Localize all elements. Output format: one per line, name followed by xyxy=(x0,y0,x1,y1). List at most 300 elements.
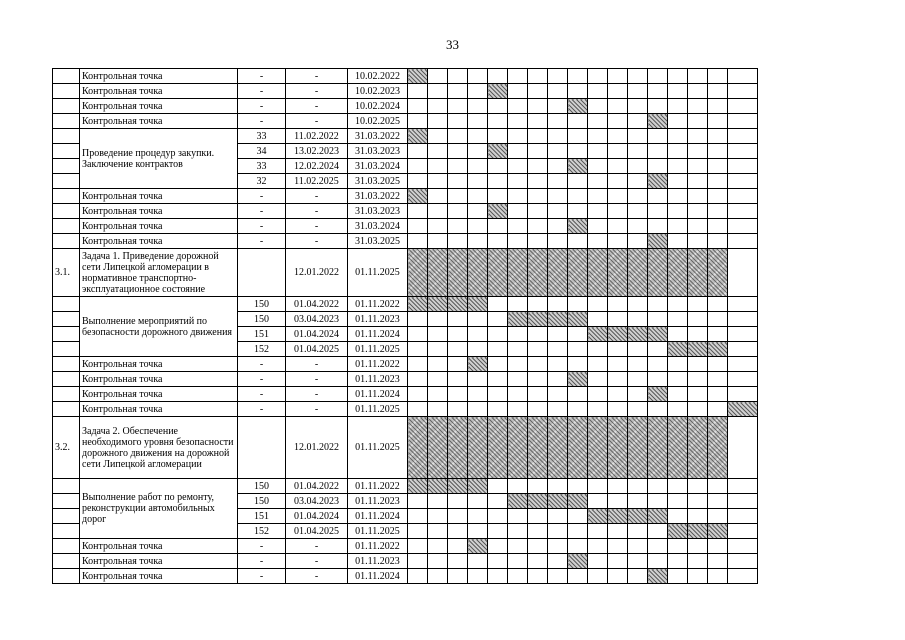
gantt-cell xyxy=(628,204,648,219)
gantt-cell xyxy=(568,69,588,84)
gantt-cell xyxy=(588,402,608,417)
end-date: 01.11.2023 xyxy=(348,554,408,569)
gantt-cell xyxy=(608,204,628,219)
gantt-cell xyxy=(528,569,548,584)
gantt-cell-filled xyxy=(428,479,448,494)
gantt-cell xyxy=(488,159,508,174)
activity-name: Контрольная точка xyxy=(80,99,238,114)
gantt-cell xyxy=(728,372,758,387)
gantt-cell xyxy=(708,357,728,372)
gantt-cell-filled xyxy=(488,249,508,297)
gantt-cell xyxy=(548,554,568,569)
table-row xyxy=(53,84,758,99)
gantt-cell-filled xyxy=(568,372,588,387)
gantt-cell xyxy=(528,327,548,342)
gantt-cell-filled xyxy=(648,417,668,479)
gantt-cell xyxy=(508,402,528,417)
end-date: 01.11.2025 xyxy=(348,342,408,357)
plan-value: - xyxy=(238,99,286,114)
gantt-cell xyxy=(568,524,588,539)
gantt-cell-filled xyxy=(568,219,588,234)
gantt-cell xyxy=(628,342,648,357)
gantt-cell xyxy=(708,69,728,84)
gantt-cell xyxy=(448,327,468,342)
gantt-cell xyxy=(448,312,468,327)
gantt-cell xyxy=(408,554,428,569)
activity-name: Контрольная точка xyxy=(80,402,238,417)
gantt-cell xyxy=(548,189,568,204)
table-row xyxy=(53,387,758,402)
gantt-cell xyxy=(488,99,508,114)
gantt-cell xyxy=(488,494,508,509)
gantt-cell xyxy=(548,234,568,249)
gantt-cell xyxy=(728,234,758,249)
gantt-cell xyxy=(408,204,428,219)
gantt-cell-filled xyxy=(448,417,468,479)
gantt-cell-filled xyxy=(568,554,588,569)
gantt-cell xyxy=(408,539,428,554)
gantt-cell xyxy=(548,174,568,189)
gantt-cell xyxy=(568,84,588,99)
activity-name: Контрольная точка xyxy=(80,69,238,84)
start-date: - xyxy=(286,569,348,584)
gantt-cell xyxy=(588,129,608,144)
gantt-cell xyxy=(708,402,728,417)
gantt-cell xyxy=(508,524,528,539)
gantt-cell-filled xyxy=(648,249,668,297)
gantt-cell xyxy=(508,189,528,204)
gantt-cell-filled xyxy=(468,297,488,312)
end-date: 10.02.2025 xyxy=(348,114,408,129)
gantt-cell-filled xyxy=(628,509,648,524)
gantt-cell xyxy=(648,204,668,219)
gantt-cell xyxy=(448,524,468,539)
gantt-cell xyxy=(608,569,628,584)
gantt-cell xyxy=(648,312,668,327)
gantt-cell xyxy=(508,174,528,189)
gantt-cell xyxy=(728,357,758,372)
row-number xyxy=(53,99,80,114)
row-number xyxy=(53,129,80,144)
plan-value: - xyxy=(238,234,286,249)
gantt-cell xyxy=(688,509,708,524)
gantt-cell xyxy=(668,554,688,569)
gantt-cell xyxy=(688,174,708,189)
gantt-cell-filled xyxy=(468,539,488,554)
row-number xyxy=(53,387,80,402)
gantt-cell xyxy=(448,69,468,84)
gantt-cell xyxy=(648,372,668,387)
row-number xyxy=(53,234,80,249)
gantt-cell xyxy=(608,114,628,129)
gantt-cell xyxy=(708,159,728,174)
row-number xyxy=(53,357,80,372)
gantt-cell xyxy=(468,312,488,327)
activity-name: Контрольная точка xyxy=(80,387,238,402)
gantt-cell-filled xyxy=(628,327,648,342)
gantt-cell xyxy=(428,204,448,219)
gantt-cell xyxy=(468,69,488,84)
gantt-cell-filled xyxy=(568,494,588,509)
gantt-cell xyxy=(428,174,448,189)
gantt-cell-filled xyxy=(568,159,588,174)
gantt-cell xyxy=(528,342,548,357)
gantt-cell xyxy=(528,99,548,114)
gantt-cell xyxy=(588,479,608,494)
gantt-cell xyxy=(408,387,428,402)
gantt-cell xyxy=(648,84,668,99)
gantt-cell xyxy=(508,342,528,357)
gantt-cell xyxy=(588,219,608,234)
gantt-cell xyxy=(408,342,428,357)
start-date: - xyxy=(286,99,348,114)
gantt-cell-filled xyxy=(548,494,568,509)
gantt-cell xyxy=(548,159,568,174)
gantt-cell-filled xyxy=(528,249,548,297)
gantt-cell xyxy=(628,539,648,554)
plan-value: 150 xyxy=(238,479,286,494)
plan-value: - xyxy=(238,402,286,417)
row-number xyxy=(53,327,80,342)
gantt-cell xyxy=(568,174,588,189)
gantt-cell xyxy=(408,219,428,234)
activity-name: Контрольная точка xyxy=(80,234,238,249)
gantt-cell-filled xyxy=(688,342,708,357)
end-date: 01.11.2023 xyxy=(348,312,408,327)
gantt-cell xyxy=(628,144,648,159)
gantt-cell xyxy=(408,312,428,327)
gantt-cell xyxy=(588,204,608,219)
gantt-cell xyxy=(648,402,668,417)
gantt-cell xyxy=(728,249,758,297)
task-row xyxy=(53,417,758,479)
gantt-cell-filled xyxy=(688,417,708,479)
activity-name: Контрольная точка xyxy=(80,204,238,219)
gantt-cell xyxy=(548,402,568,417)
gantt-cell xyxy=(708,569,728,584)
gantt-cell xyxy=(468,327,488,342)
gantt-cell xyxy=(588,539,608,554)
gantt-cell xyxy=(688,159,708,174)
gantt-cell xyxy=(608,159,628,174)
gantt-cell xyxy=(448,144,468,159)
start-date: 12.01.2022 xyxy=(286,249,348,297)
gantt-cell xyxy=(628,99,648,114)
gantt-cell xyxy=(608,99,628,114)
table-row xyxy=(53,219,758,234)
gantt-cell xyxy=(528,69,548,84)
gantt-cell-filled xyxy=(628,417,648,479)
gantt-cell-filled xyxy=(588,327,608,342)
start-date: 01.04.2025 xyxy=(286,342,348,357)
gantt-cell-filled xyxy=(648,174,668,189)
gantt-cell xyxy=(648,357,668,372)
gantt-cell xyxy=(448,372,468,387)
gantt-cell xyxy=(568,129,588,144)
row-number xyxy=(53,569,80,584)
gantt-cell xyxy=(468,114,488,129)
gantt-cell xyxy=(588,494,608,509)
gantt-cell xyxy=(508,144,528,159)
start-date: 13.02.2023 xyxy=(286,144,348,159)
gantt-cell xyxy=(468,84,488,99)
gantt-cell xyxy=(528,144,548,159)
activity-name: Контрольная точка xyxy=(80,189,238,204)
gantt-cell xyxy=(608,554,628,569)
gantt-cell xyxy=(428,357,448,372)
gantt-cell xyxy=(508,554,528,569)
gantt-cell xyxy=(688,219,708,234)
gantt-cell xyxy=(588,387,608,402)
gantt-cell xyxy=(428,569,448,584)
gantt-cell xyxy=(448,569,468,584)
gantt-cell xyxy=(548,342,568,357)
plan-value: - xyxy=(238,219,286,234)
plan-value: - xyxy=(238,114,286,129)
activity-name: Задача 1. Приведение дорожной сети Липецкой агломерации в нормативное транспортно-эксплуатационное состояние xyxy=(80,249,238,297)
gantt-cell xyxy=(608,129,628,144)
gantt-cell xyxy=(488,509,508,524)
gantt-cell xyxy=(628,494,648,509)
gantt-cell xyxy=(448,84,468,99)
gantt-cell xyxy=(528,479,548,494)
row-number xyxy=(53,342,80,357)
gantt-cell xyxy=(608,174,628,189)
gantt-cell xyxy=(688,234,708,249)
gantt-cell xyxy=(728,327,758,342)
gantt-cell xyxy=(588,99,608,114)
gantt-cell xyxy=(548,357,568,372)
gantt-cell xyxy=(648,554,668,569)
gantt-cell xyxy=(548,114,568,129)
gantt-cell-filled xyxy=(648,234,668,249)
start-date: 03.04.2023 xyxy=(286,312,348,327)
gantt-cell xyxy=(608,402,628,417)
gantt-cell xyxy=(728,159,758,174)
gantt-cell-filled xyxy=(428,417,448,479)
gantt-cell xyxy=(548,524,568,539)
row-number: 3.1. xyxy=(53,249,80,297)
gantt-cell xyxy=(448,357,468,372)
start-date: - xyxy=(286,189,348,204)
gantt-cell-filled xyxy=(408,479,428,494)
gantt-cell xyxy=(668,69,688,84)
gantt-cell-filled xyxy=(648,114,668,129)
gantt-cell xyxy=(588,372,608,387)
gantt-cell xyxy=(448,342,468,357)
plan-value: - xyxy=(238,357,286,372)
activity-name: Контрольная точка xyxy=(80,539,238,554)
gantt-cell xyxy=(408,357,428,372)
gantt-cell xyxy=(488,479,508,494)
gantt-cell xyxy=(468,174,488,189)
gantt-cell xyxy=(628,159,648,174)
gantt-cell xyxy=(448,174,468,189)
gantt-cell xyxy=(408,494,428,509)
gantt-cell xyxy=(488,219,508,234)
table-row xyxy=(53,402,758,417)
gantt-cell xyxy=(728,494,758,509)
gantt-cell xyxy=(488,114,508,129)
gantt-cell xyxy=(428,189,448,204)
gantt-cell xyxy=(508,372,528,387)
gantt-cell-filled xyxy=(668,249,688,297)
gantt-cell xyxy=(728,174,758,189)
plan-value: - xyxy=(238,84,286,99)
gantt-cell xyxy=(568,189,588,204)
gantt-cell xyxy=(468,144,488,159)
gantt-cell-filled xyxy=(568,417,588,479)
plan-value: 150 xyxy=(238,494,286,509)
activity-name: Контрольная точка xyxy=(80,554,238,569)
gantt-cell xyxy=(408,524,428,539)
gantt-cell xyxy=(428,494,448,509)
row-number: 3.2. xyxy=(53,417,80,479)
gantt-cell xyxy=(668,509,688,524)
end-date: 01.11.2022 xyxy=(348,479,408,494)
gantt-cell xyxy=(468,509,488,524)
gantt-cell-filled xyxy=(628,249,648,297)
gantt-cell xyxy=(628,554,648,569)
gantt-cell xyxy=(648,69,668,84)
gantt-cell xyxy=(708,554,728,569)
gantt-cell xyxy=(548,539,568,554)
gantt-cell xyxy=(728,554,758,569)
plan-value: 33 xyxy=(238,159,286,174)
gantt-cell xyxy=(688,114,708,129)
gantt-cell xyxy=(688,312,708,327)
table-row xyxy=(53,479,758,494)
start-date: - xyxy=(286,372,348,387)
gantt-cell xyxy=(468,524,488,539)
row-number xyxy=(53,372,80,387)
gantt-cell xyxy=(728,509,758,524)
gantt-cell xyxy=(628,219,648,234)
gantt-cell xyxy=(648,297,668,312)
gantt-cell xyxy=(708,129,728,144)
gantt-cell xyxy=(508,129,528,144)
gantt-cell xyxy=(568,342,588,357)
gantt-cell-filled xyxy=(568,249,588,297)
gantt-cell xyxy=(548,69,568,84)
gantt-cell xyxy=(728,569,758,584)
gantt-cell xyxy=(508,357,528,372)
row-number xyxy=(53,312,80,327)
gantt-cell xyxy=(668,357,688,372)
table-row xyxy=(53,69,758,84)
gantt-cell xyxy=(588,69,608,84)
end-date: 31.03.2025 xyxy=(348,234,408,249)
table-row xyxy=(53,99,758,114)
gantt-cell-filled xyxy=(688,249,708,297)
gantt-cell xyxy=(408,509,428,524)
gantt-cell xyxy=(728,342,758,357)
gantt-cell xyxy=(568,234,588,249)
gantt-cell xyxy=(548,479,568,494)
gantt-cell-filled xyxy=(708,524,728,539)
gantt-cell xyxy=(448,234,468,249)
gantt-cell xyxy=(708,297,728,312)
gantt-cell xyxy=(688,357,708,372)
gantt-cell xyxy=(428,84,448,99)
gantt-cell xyxy=(568,387,588,402)
start-date: - xyxy=(286,69,348,84)
gantt-cell xyxy=(688,84,708,99)
gantt-cell xyxy=(628,479,648,494)
activity-name: Выполнение работ по ремонту, реконструкции автомобильных дорог xyxy=(80,479,238,539)
gantt-cell xyxy=(668,234,688,249)
task-row xyxy=(53,249,758,297)
gantt-cell xyxy=(488,327,508,342)
gantt-cell xyxy=(488,357,508,372)
activity-name: Контрольная точка xyxy=(80,569,238,584)
gantt-cell xyxy=(468,234,488,249)
gantt-cell-filled xyxy=(688,524,708,539)
gantt-cell-filled xyxy=(428,249,448,297)
gantt-cell xyxy=(408,372,428,387)
gantt-cell xyxy=(508,387,528,402)
gantt-cell xyxy=(528,554,548,569)
plan-value: 151 xyxy=(238,327,286,342)
gantt-cell xyxy=(428,312,448,327)
gantt-cell xyxy=(428,327,448,342)
gantt-cell xyxy=(528,357,548,372)
gantt-cell xyxy=(708,312,728,327)
gantt-cell xyxy=(508,99,528,114)
gantt-cell xyxy=(548,569,568,584)
table-row xyxy=(53,114,758,129)
gantt-cell xyxy=(568,297,588,312)
gantt-cell xyxy=(508,509,528,524)
gantt-cell xyxy=(728,417,758,479)
gantt-cell xyxy=(428,539,448,554)
gantt-cell xyxy=(428,524,448,539)
gantt-cell xyxy=(708,204,728,219)
activity-name: Контрольная точка xyxy=(80,372,238,387)
row-number xyxy=(53,114,80,129)
gantt-cell-filled xyxy=(508,494,528,509)
gantt-cell-filled xyxy=(588,249,608,297)
plan-value: - xyxy=(238,539,286,554)
gantt-cell xyxy=(628,387,648,402)
end-date: 10.02.2023 xyxy=(348,84,408,99)
gantt-cell xyxy=(728,189,758,204)
gantt-cell xyxy=(668,297,688,312)
gantt-cell xyxy=(488,297,508,312)
start-date: 01.04.2024 xyxy=(286,509,348,524)
plan-value: - xyxy=(238,189,286,204)
gantt-cell-filled xyxy=(588,509,608,524)
gantt-cell xyxy=(608,372,628,387)
gantt-cell xyxy=(708,539,728,554)
gantt-cell xyxy=(648,524,668,539)
plan-value: 33 xyxy=(238,129,286,144)
gantt-cell xyxy=(408,159,428,174)
gantt-cell xyxy=(488,372,508,387)
gantt-cell xyxy=(508,69,528,84)
row-number xyxy=(53,189,80,204)
gantt-cell xyxy=(508,219,528,234)
gantt-cell xyxy=(488,129,508,144)
gantt-cell-filled xyxy=(548,312,568,327)
gantt-cell xyxy=(588,554,608,569)
row-number xyxy=(53,84,80,99)
gantt-cell xyxy=(448,114,468,129)
gantt-cell-filled xyxy=(488,204,508,219)
end-date: 01.11.2024 xyxy=(348,327,408,342)
gantt-cell xyxy=(628,174,648,189)
gantt-cell xyxy=(688,99,708,114)
